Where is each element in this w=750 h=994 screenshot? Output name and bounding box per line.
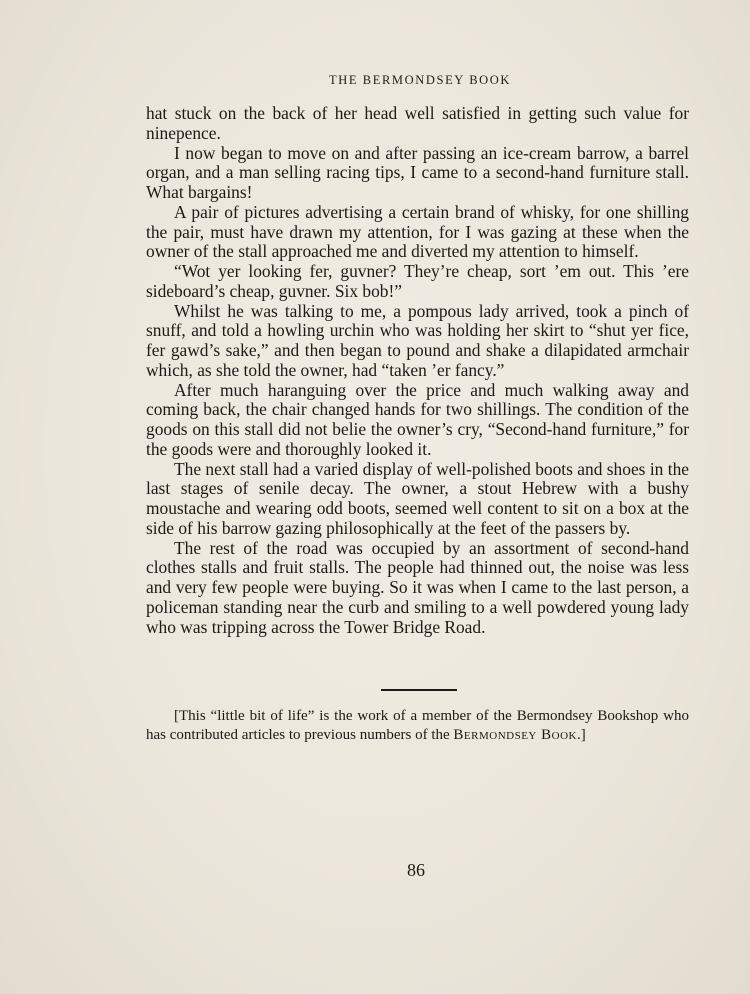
page-number: 86 [407, 860, 425, 880]
paragraph-8: The rest of the road was occupied by an assortment of second-hand clothes stalls and fruit stalls. The people had thinned out, the noise was less and very few people were buying. So it was when I came to the last person, a policeman standing near the curb and smiling to a well powdered young lady who was tripping across the Tower Bridge Road. [146, 537, 689, 637]
section-divider-rule [381, 689, 457, 691]
note-text-start: [This “little bit of life” is the work of a member of the Bermondsey Bookshop who has contributed articles to previous numbers of the [146, 708, 689, 743]
paragraph-6: After much haranguing over the price and much walking away and coming back, the chair changed hands for two shillings. The condition of the goods on this stall did not belie the owner’s cry, “Second-hand furniture,” for the goods were and thoroughly looked it. [146, 379, 689, 459]
note-text-end: .] [576, 727, 586, 743]
paragraph-5: Whilst he was talking to me, a pompous lady arrived, took a pinch of snuff, and told a howling urchin who was holding her skirt to “shut yer fice, fer gawd’s sake,” and then began to pound and shake a dilapidated armchair which, as she told the owner, had “taken ’er fancy.” [146, 300, 689, 380]
paragraph-4: “Wot yer looking fer, guvner? They’re cheap, sort ’em out. This ’ere sideboard’s cheap, guvner. Six bob!” [146, 261, 689, 301]
note-publication-title: Bermondsey Book [453, 727, 577, 743]
running-header: THE BERMONDSEY BOOK [328, 73, 512, 87]
editorial-note [146, 707, 689, 745]
paragraph-7: The next stall had a varied display of well-polished boots and shoes in the last stages of senile decay. The owner, a stout Hebrew with a bushy moustache and wearing odd boots, seemed well content to sit on a box at the side of his barrow gazing philosophically at the feet of the passers by. [146, 458, 689, 538]
paragraph-3: A pair of pictures advertising a certain brand of whisky, for one shilling the pair, must have drawn my attention, for I was gazing at these when the owner of the stall approached me and diverted my attention to himself. [146, 201, 689, 262]
paragraph-2: I now began to move on and after passing an ice-cream barrow, a barrel organ, and a man selling racing tips, I came to a second-hand furniture stall. What bargains! [146, 142, 689, 202]
body-text [146, 104, 689, 637]
paragraph-1: hat stuck on the back of her head well satisfied in getting such value for ninepence. [146, 103, 689, 143]
